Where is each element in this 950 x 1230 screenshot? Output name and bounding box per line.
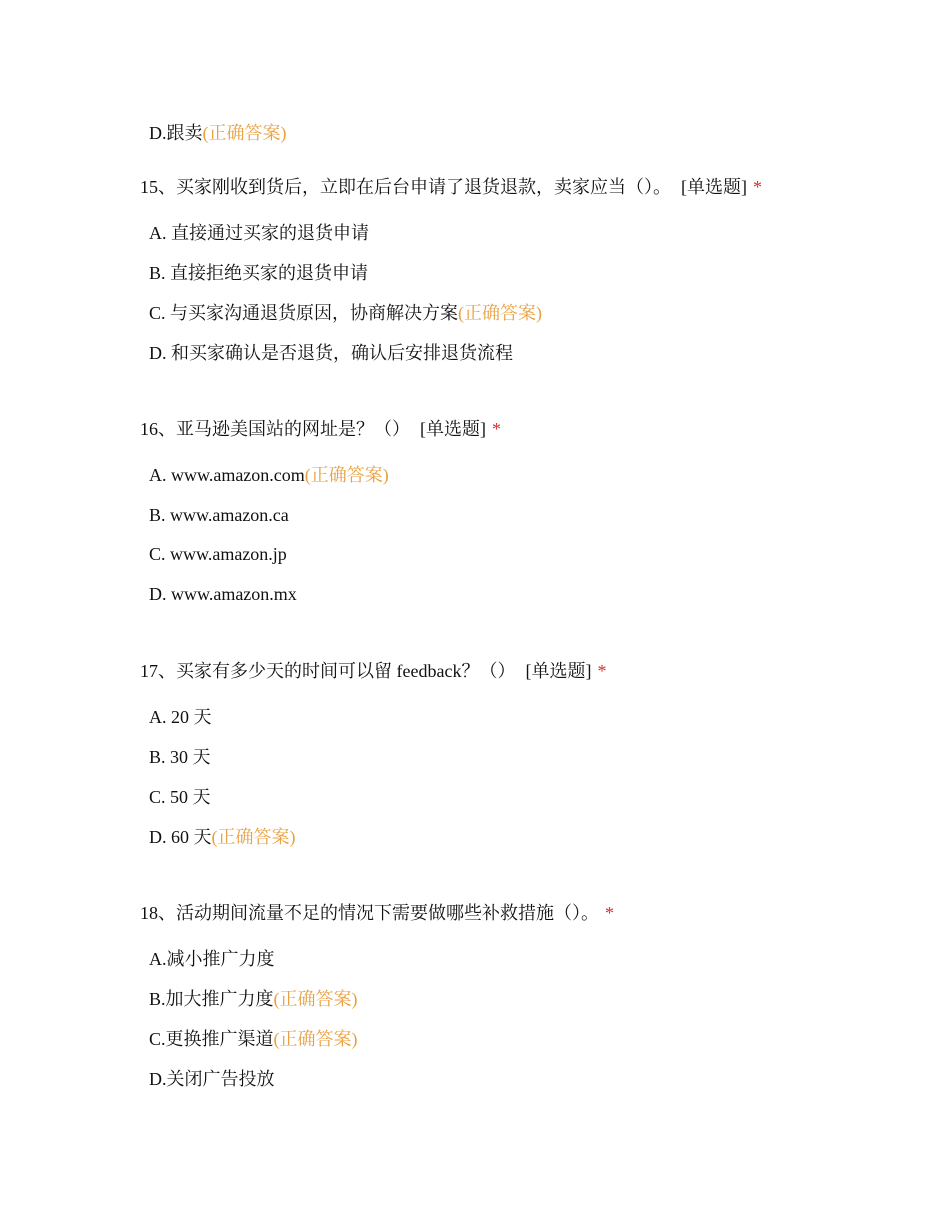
question-16-option-d[interactable]	[149, 585, 297, 603]
required-marker: *	[492, 419, 501, 439]
option-text: D. www.amazon.mx	[149, 584, 297, 604]
question-18-option-c[interactable]	[149, 1030, 358, 1048]
question-18-option-b[interactable]	[149, 990, 358, 1008]
question-title: 15、买家刚收到货后，立即在后台申请了退货退款，卖家应当（）。	[140, 177, 671, 197]
option-text: D. 和买家确认是否退货，确认后安排退货流程	[149, 343, 513, 363]
option-text: D.跟卖	[149, 123, 203, 143]
option-text: B. 直接拒绝买家的退货申请	[149, 263, 369, 283]
question-type-label: [单选题]	[420, 419, 486, 439]
option-text: D. 60 天	[149, 827, 212, 847]
question-title: 16、亚马逊美国站的网址是？（）	[140, 419, 410, 439]
question-type-label: [单选题]	[525, 661, 592, 681]
option-text: B. 30 天	[149, 747, 211, 767]
option-text: A. www.amazon.com	[149, 465, 305, 485]
required-marker: *	[753, 177, 762, 197]
option-text: B.加大推广力度	[149, 989, 274, 1009]
question-15-option-b[interactable]	[149, 264, 368, 282]
question-15-title-row	[140, 178, 762, 196]
question-16-option-a[interactable]	[149, 466, 389, 484]
question-18-option-d[interactable]	[149, 1070, 275, 1088]
correct-answer-tag: (正确答案)	[458, 303, 543, 323]
question-15-option-c[interactable]	[149, 304, 542, 322]
correct-answer-tag: (正确答案)	[202, 123, 287, 143]
required-marker: *	[605, 903, 614, 923]
option-text: C. 与买家沟通退货原因，协商解决方案	[149, 303, 459, 323]
question-16-title-row	[140, 420, 501, 438]
question-17-option-a[interactable]	[149, 708, 212, 726]
required-marker: *	[597, 661, 607, 681]
question-15-option-d[interactable]	[149, 344, 513, 362]
option-text: A. 直接通过买家的退货申请	[149, 223, 369, 243]
question-18-option-a[interactable]	[149, 950, 275, 968]
option-text: C. 50 天	[149, 787, 211, 807]
option-text: C. www.amazon.jp	[149, 544, 287, 564]
question-17-option-c[interactable]	[149, 788, 211, 806]
option-text: C.更换推广渠道	[149, 1029, 274, 1049]
correct-answer-tag: (正确答案)	[273, 1029, 358, 1049]
correct-answer-tag: (正确答案)	[273, 989, 358, 1009]
question-17-option-d[interactable]	[149, 828, 296, 846]
question-18-title-row	[140, 904, 614, 922]
question-17-option-b[interactable]	[149, 748, 211, 766]
question-title: 18、活动期间流量不足的情况下需要做哪些补救措施（）。	[140, 903, 599, 923]
prev-question-option-d[interactable]	[149, 124, 287, 142]
question-15-option-a[interactable]	[149, 224, 369, 242]
question-17-title-row	[140, 662, 606, 680]
option-text: D.关闭广告投放	[149, 1069, 275, 1089]
correct-answer-tag: (正确答案)	[304, 465, 389, 485]
correct-answer-tag: (正确答案)	[211, 827, 296, 847]
question-title: 17、买家有多少天的时间可以留 feedback？（）	[140, 661, 516, 681]
question-16-option-b[interactable]	[149, 506, 289, 524]
question-type-label: [单选题]	[681, 177, 747, 197]
option-text: A.减小推广力度	[149, 949, 275, 969]
question-16-option-c[interactable]	[149, 545, 287, 563]
option-text: A. 20 天	[149, 707, 212, 727]
option-text: B. www.amazon.ca	[149, 505, 289, 525]
